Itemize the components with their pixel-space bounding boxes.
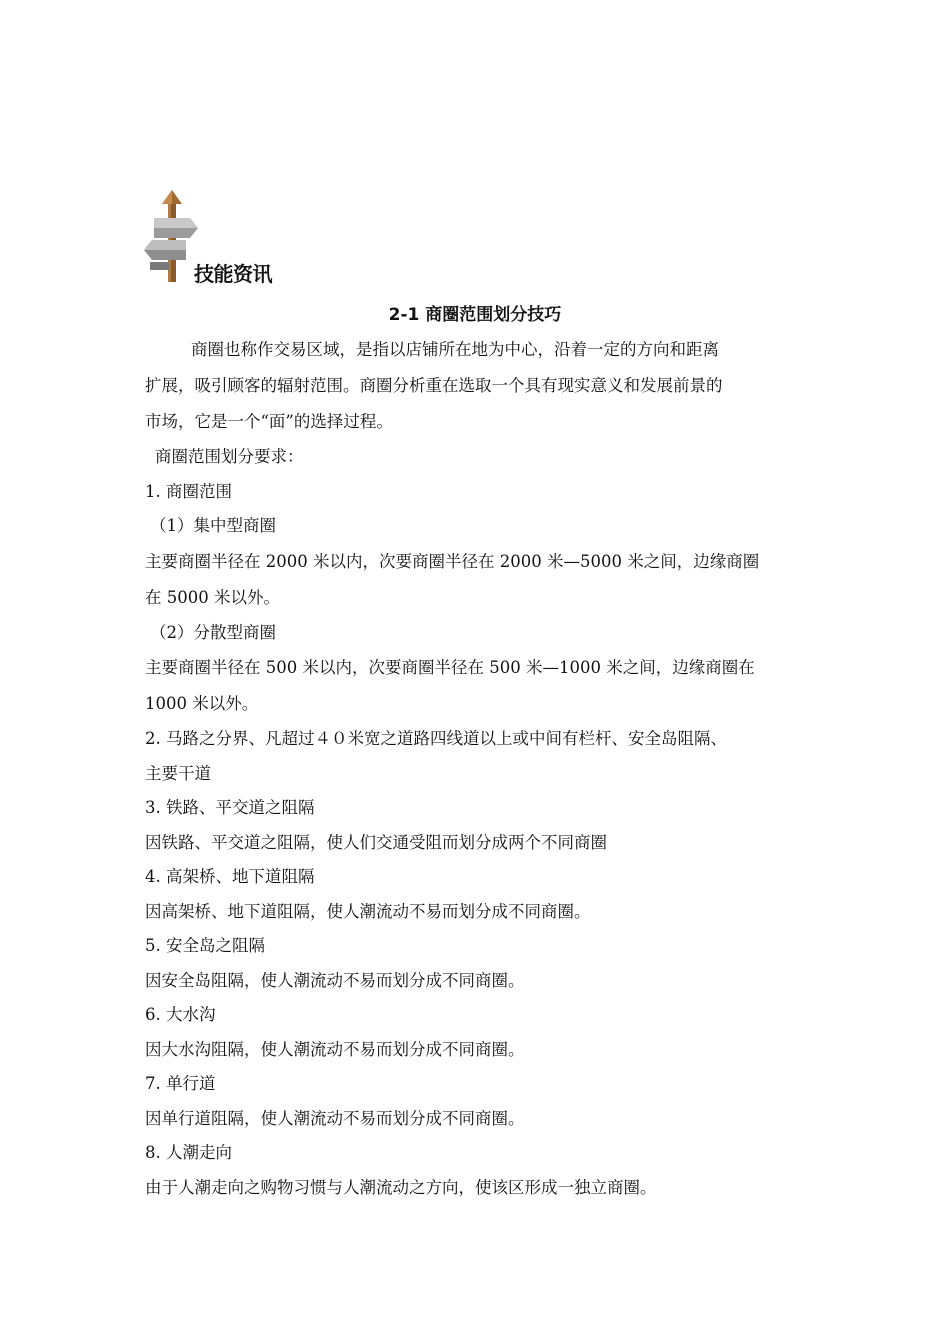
list-subheading: （1）集中型商圈	[150, 516, 276, 535]
requirements-heading: 商圈范围划分要求：	[155, 447, 304, 466]
list-heading: 3. 铁路、平交道之阻隔	[145, 798, 315, 817]
list-heading: 4. 高架桥、地下道阻隔	[145, 867, 315, 886]
list-text: 因高架桥、地下道阻隔，使人潮流动不易而划分成不同商圈。	[145, 901, 591, 921]
list-text: 由于人潮走向之购物习惯与人潮流动之方向，使该区形成一独立商圈。	[145, 1177, 657, 1197]
list-text: 1000 米以外。	[145, 694, 259, 713]
article-body	[145, 332, 810, 1205]
list-heading: 7. 单行道	[145, 1074, 216, 1093]
list-heading: 5. 安全岛之阻隔	[145, 936, 265, 955]
list-heading: 2. 马路之分界、凡超过４０米宽之道路四线道以上或中间有栏杆、安全岛阻隔、	[145, 729, 727, 748]
list-text: 因铁路、平交道之阻隔，使人们交通受阻而划分成两个不同商圈	[145, 832, 607, 852]
list-text: 因安全岛阻隔，使人潮流动不易而划分成不同商圈。	[145, 970, 525, 990]
list-heading: 6. 大水沟	[145, 1005, 216, 1024]
article-title: 2-1 商圈范围划分技巧	[388, 305, 562, 325]
intro-line: 市场，它是一个“面”的选择过程。	[145, 412, 393, 431]
intro-line: 扩展，吸引顾客的辐射范围。商圈分析重在选取一个具有现实意义和发展前景的	[145, 376, 723, 395]
list-text: 主要商圈半径在 2000 米以内，次要商圈半径在 2000 米—5000 米之间，边缘商圈	[145, 551, 760, 571]
intro-paragraph	[145, 332, 810, 440]
list-subheading: （2）分散型商圈	[150, 622, 276, 642]
section-badge-label: 技能资讯	[194, 262, 272, 286]
list-heading: 1. 商圈范围	[145, 481, 232, 501]
list-text: 因单行道阻隔，使人潮流动不易而划分成不同商圈。	[145, 1108, 525, 1128]
list-text: 在 5000 米以外。	[145, 587, 280, 607]
list-text: 主要商圈半径在 500 米以内，次要商圈半径在 500 米—1000 米之间，边缘商圈在	[145, 658, 755, 677]
list-text: 因大水沟阻隔，使人潮流动不易而划分成不同商圈。	[145, 1039, 525, 1059]
intro-line: 商圈也称作交易区域，是指以店铺所在地为中心，沿着一定的方向和距离	[191, 340, 719, 359]
list-text: 主要干道	[145, 763, 211, 783]
list-heading: 8. 人潮走向	[145, 1143, 232, 1162]
